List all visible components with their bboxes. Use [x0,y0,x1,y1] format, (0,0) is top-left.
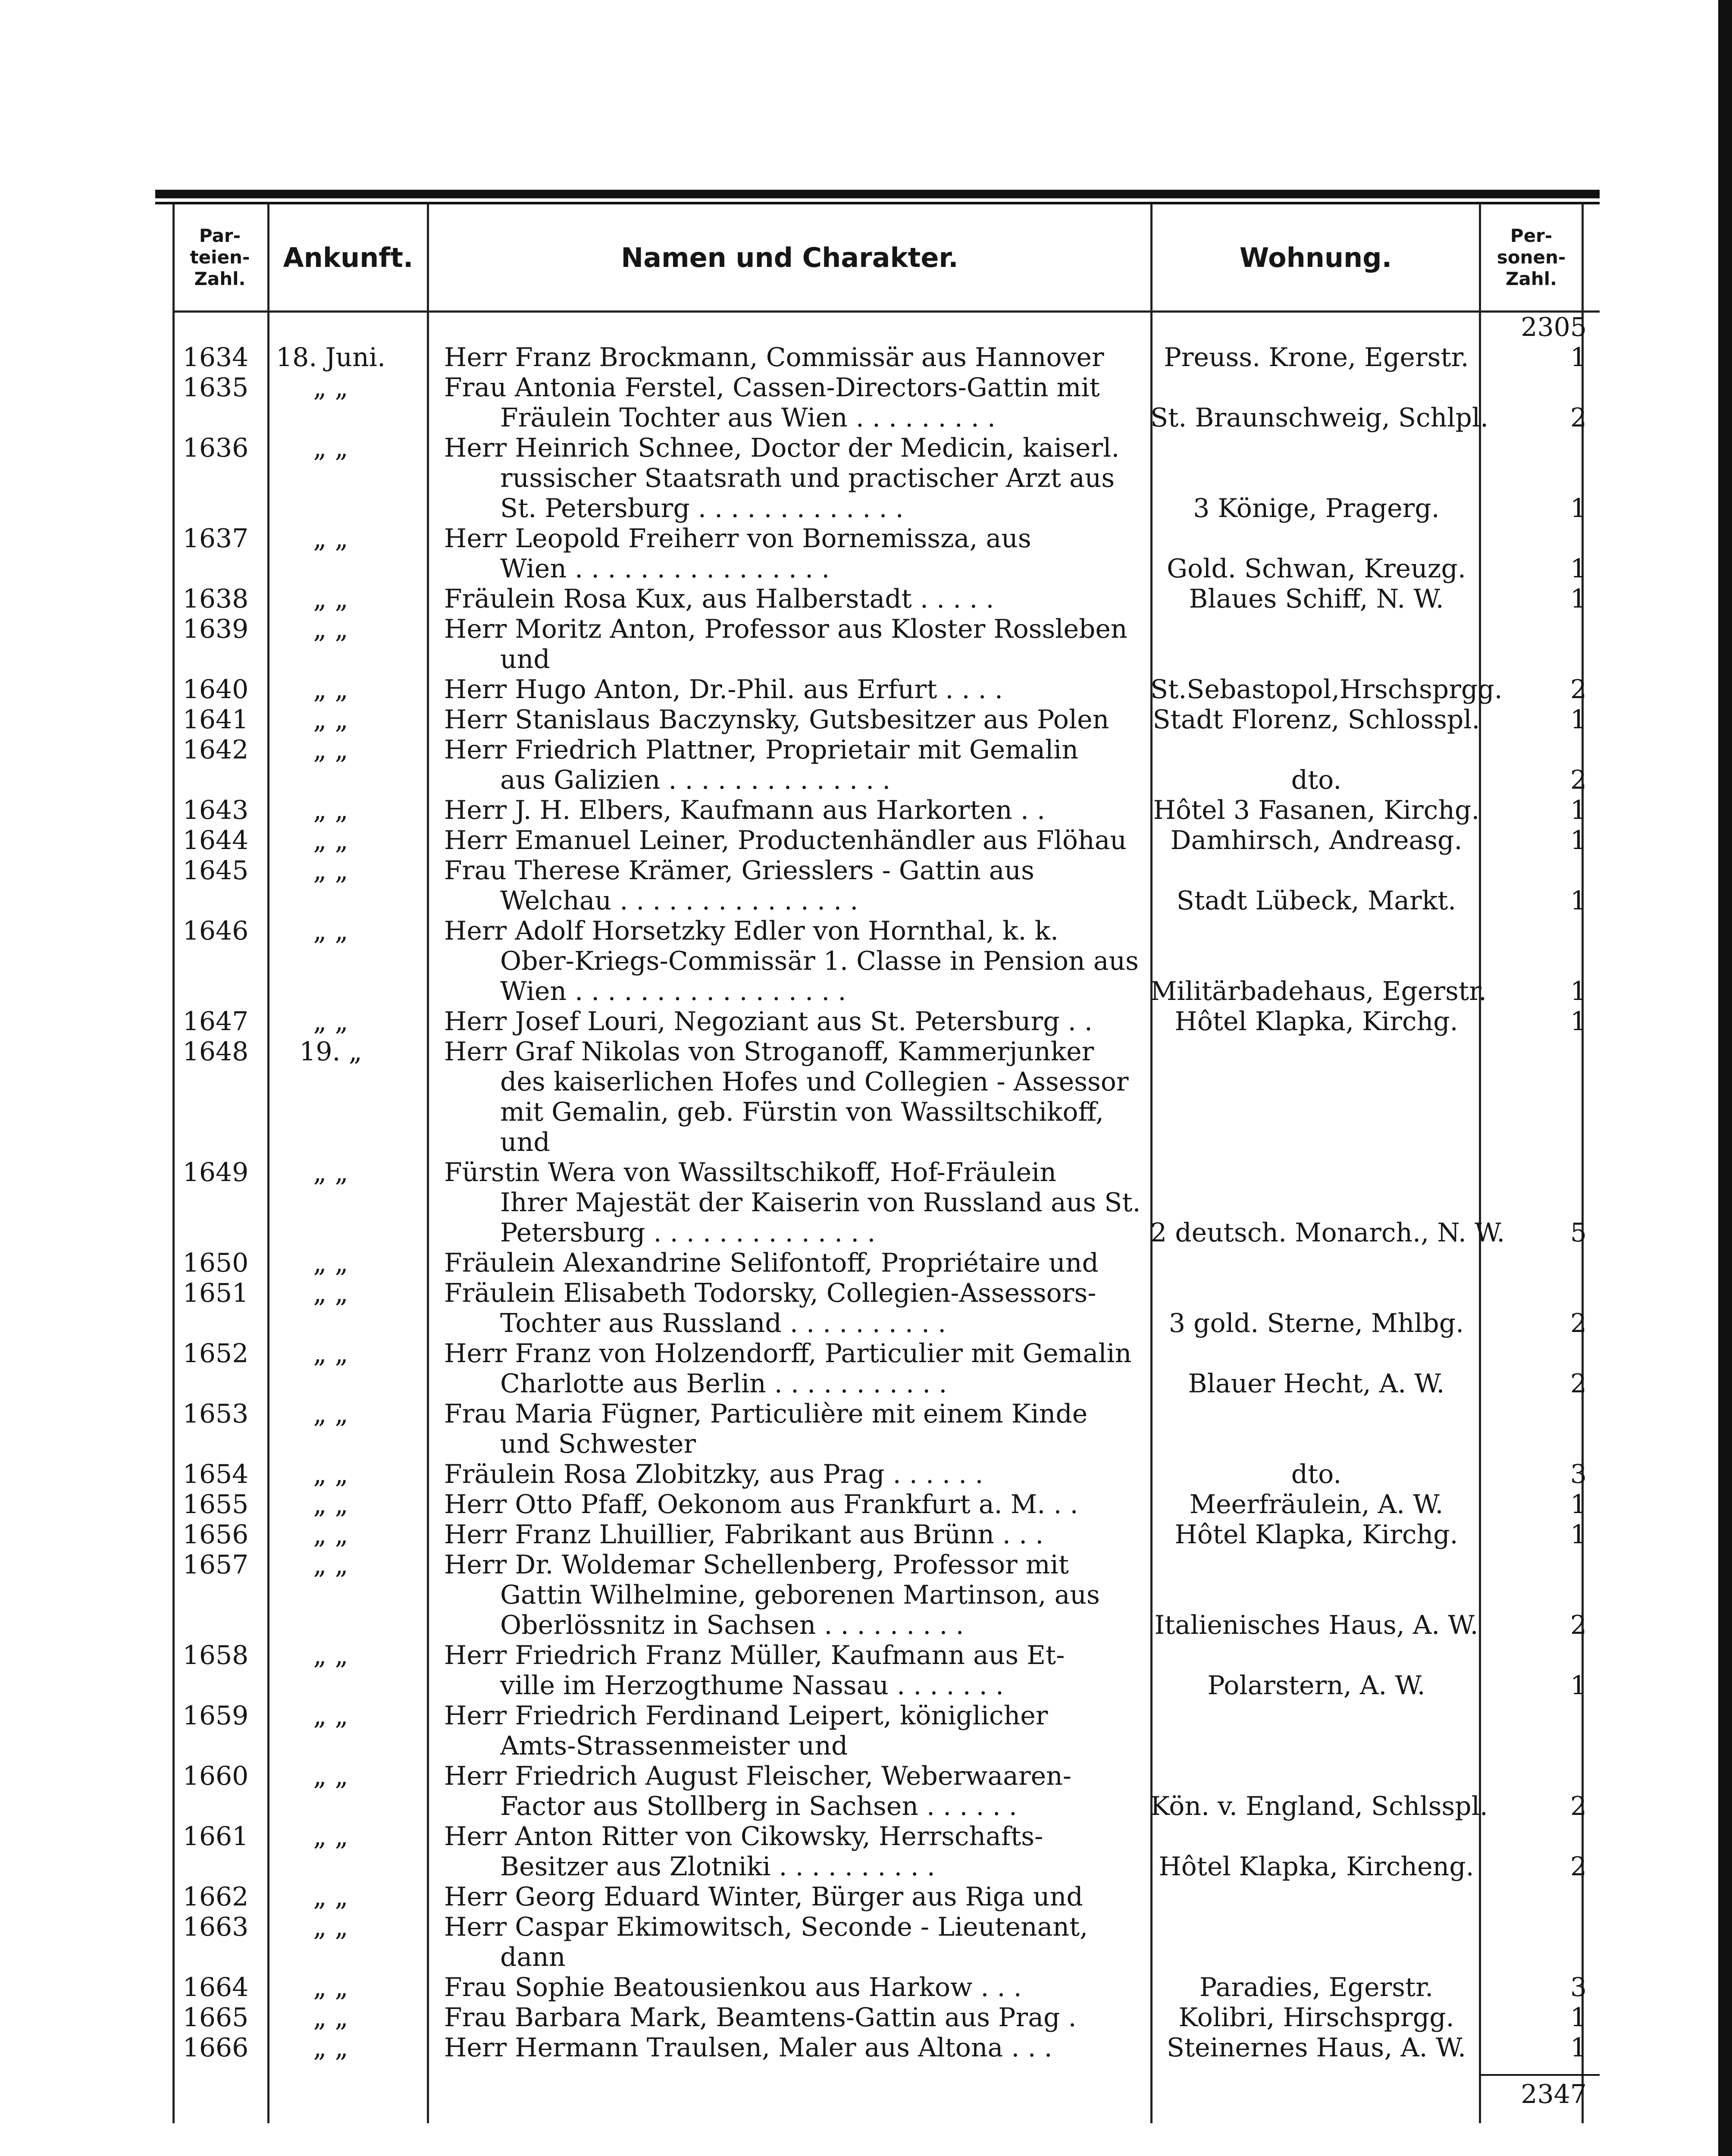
table-row [147,554,1600,584]
residence: Meerfräulein, A. W. [1189,1489,1444,1520]
party-number: 1652 [182,1338,249,1369]
guest-name: Herr Leopold Freiherr von Bornemissza, aus [444,523,1031,554]
party-number: 1636 [182,433,249,463]
arrival-date: „ „ [313,674,348,705]
residence: Damhirsch, Andreasg. [1170,825,1463,856]
person-count: 1 [1570,554,1587,584]
guest-name: aus Galizien . . . . . . . . . . . . . . [500,765,891,795]
arrival-date: „ „ [313,373,348,403]
party-number: 1650 [182,1248,249,1278]
party-number: 1664 [182,1972,249,2002]
residence: dto. [1291,1459,1342,1489]
guest-name: Herr Friedrich Franz Müller, Kaufmann aus Et- [444,1640,1065,1670]
arrival-date: „ „ [313,1640,348,1670]
guest-name: russischer Staatsrath und practischer Arzt aus [500,463,1115,493]
table-row [147,1399,1600,1429]
guest-name: Herr Hermann Traulsen, Maler aus Altona . . . [444,2033,1052,2063]
arrival-date: „ „ [313,1006,348,1037]
table-row [147,2033,1600,2063]
party-number: 1646 [182,916,249,946]
table-row [147,1308,1600,1338]
table-row [147,342,1600,373]
residence: Gold. Schwan, Kreuzg. [1167,554,1466,584]
guest-name: Fräulein Elisabeth Todorsky, Collegien-Assessors- [444,1278,1096,1308]
party-number: 1656 [182,1520,249,1550]
person-count: 2 [1570,1791,1587,1821]
table-row [147,463,1600,493]
arrival-date: 19. „ [299,1037,362,1067]
table-row [147,886,1600,916]
arrival-date: „ „ [313,1157,348,1188]
party-number: 1666 [182,2033,249,2063]
header-name: Namen und Charakter. [621,241,958,273]
guest-name: Fräulein Alexandrine Selifontoff, Propriétaire und [444,1248,1099,1278]
residence: Kolibri, Hirschsprgg. [1178,2002,1454,2033]
guest-name: Amts-Strassenmeister und [500,1731,848,1761]
party-number: 1637 [182,523,249,554]
table-row [147,916,1600,946]
arrival-date: „ „ [313,1701,348,1731]
residence: Stadt Lübeck, Markt. [1176,886,1456,916]
arrival-date: „ „ [313,584,348,614]
table-row [147,1338,1600,1369]
table-row [147,1067,1600,1097]
arrival-date: „ „ [313,1882,348,1912]
table-row [147,856,1600,886]
scan-edge [1718,0,1732,2156]
person-count: 2 [1570,674,1587,705]
arrival-date: 18. Juni. [276,342,386,373]
header-person-count: Per- sonen- Zahl. [1497,225,1566,289]
arrival-date: „ „ [313,1520,348,1550]
guest-name: Wien . . . . . . . . . . . . . . . . [500,554,830,584]
arrival-date: „ „ [313,1248,348,1278]
guest-name: Herr Josef Louri, Negoziant aus St. Petersburg . . [444,1006,1093,1037]
arrival-date: „ „ [313,916,348,946]
person-count: 2 [1570,765,1587,795]
guest-name: Herr Franz Brockmann, Commissär aus Hannover [444,342,1104,373]
guest-name: Herr Graf Nikolas von Stroganoff, Kammerjunker [444,1037,1094,1067]
table-row [147,674,1600,705]
table-row [147,1037,1600,1067]
residence: 3 Könige, Pragerg. [1193,493,1440,523]
person-count: 2 [1570,1852,1587,1882]
party-number: 1658 [182,1640,249,1670]
guest-name: des kaiserlichen Hofes und Collegien - Assessor [500,1067,1129,1097]
guest-name: Herr Adolf Horsetzky Edler von Hornthal, k. k. [444,916,1059,946]
arrival-date: „ „ [313,1399,348,1429]
person-count: 2 [1570,1610,1587,1640]
table-row [147,1218,1600,1248]
guest-name: Oberlössnitz in Sachsen . . . . . . . . . [500,1610,964,1640]
residence: Stadt Florenz, Schlosspl. [1153,705,1480,735]
arrival-date: „ „ [313,433,348,463]
guest-name: Fräulein Tochter aus Wien . . . . . . . . . [500,403,996,433]
guest-name: Factor aus Stollberg in Sachsen . . . . . . [500,1791,1017,1821]
table-row [147,1610,1600,1640]
arrival-date: „ „ [313,1912,348,1942]
guest-name: und [500,644,550,674]
guest-name: Herr Friedrich Plattner, Proprietair mit Gemalin [444,735,1078,765]
party-number: 1659 [182,1701,249,1731]
table-row [147,403,1600,433]
residence: Hôtel Klapka, Kirchg. [1175,1520,1458,1550]
header-rule [172,310,1600,313]
person-count: 1 [1570,584,1587,614]
arrival-date: „ „ [313,1338,348,1369]
arrival-date: „ „ [313,1821,348,1852]
person-count: 1 [1570,825,1587,856]
table-row [147,1882,1600,1912]
guest-name: Gattin Wilhelmine, geborenen Martinson, aus [500,1580,1100,1610]
table-row [147,1429,1600,1459]
table-row [147,523,1600,554]
table-row [147,433,1600,463]
guest-name: Herr Heinrich Schnee, Doctor der Medicin, kaiserl. [444,433,1120,463]
table-row [147,2002,1600,2033]
guest-name: Herr Caspar Ekimowitsch, Seconde - Lieutenant, [444,1912,1088,1942]
arrival-date: „ „ [313,856,348,886]
table-row [147,946,1600,976]
guest-name: Fürstin Wera von Wassiltschikoff, Hof-Fräulein [444,1157,1056,1188]
residence: St.Sebastopol,Hrschsprgg. [1150,674,1503,705]
table-row [147,825,1600,856]
person-count: 1 [1570,1520,1587,1550]
guest-name: Frau Antonia Ferstel, Cassen-Directors-Gattin mit [444,373,1100,403]
header-residence: Wohnung. [1239,241,1392,273]
table-row [147,1972,1600,2002]
guest-name: Frau Barbara Mark, Beamtens-Gattin aus Prag . [444,2002,1077,2033]
residence: Italienisches Haus, A. W. [1154,1610,1478,1640]
table-row [147,705,1600,735]
person-count: 1 [1570,1489,1587,1520]
residence: Paradies, Egerstr. [1199,1972,1434,2002]
guest-name: Petersburg . . . . . . . . . . . . . . [500,1218,876,1248]
party-number: 1644 [182,825,249,856]
arrival-date: „ „ [313,1278,348,1308]
party-number: 1641 [182,705,249,735]
table-row [147,1670,1600,1701]
residence: Hôtel Klapka, Kircheng. [1159,1852,1474,1882]
person-count: 1 [1570,795,1587,825]
arrival-date: „ „ [313,735,348,765]
party-number: 1647 [182,1006,249,1037]
party-number: 1638 [182,584,249,614]
residence: St. Braunschweig, Schlpl. [1150,403,1489,433]
residence: 3 gold. Sterne, Mhlbg. [1168,1308,1464,1338]
guest-name: Tochter aus Russland . . . . . . . . . . [500,1308,946,1338]
party-number: 1651 [182,1278,249,1308]
guest-name: dann [500,1942,566,1972]
guest-name: Herr Otto Pfaff, Oekonom aus Frankfurt a. M. . . [444,1489,1078,1520]
guest-name: Besitzer aus Zlotniki . . . . . . . . . . [500,1852,935,1882]
guest-name: Herr Franz Lhuillier, Fabrikant aus Brünn . . . [444,1520,1044,1550]
arrival-date: „ „ [313,1550,348,1580]
residence: Blauer Hecht, A. W. [1188,1369,1445,1399]
arrival-date: „ „ [313,1761,348,1791]
table-row [147,1640,1600,1670]
table-row [147,735,1600,765]
residence: Preuss. Krone, Egerstr. [1164,342,1469,373]
person-count: 1 [1570,886,1587,916]
table-row [147,1278,1600,1308]
guest-name: Herr Friedrich August Fleischer, Weberwaaren- [444,1761,1072,1791]
arrival-date: „ „ [313,1459,348,1489]
guest-name: Charlotte aus Berlin . . . . . . . . . . . [500,1369,947,1399]
table-row [147,1942,1600,1972]
guest-name: ville im Herzogthume Nassau . . . . . . . [500,1670,1004,1701]
person-count: 2 [1570,1308,1587,1338]
party-number: 1654 [182,1459,249,1489]
arrival-date: „ „ [313,2002,348,2033]
party-number: 1649 [182,1157,249,1188]
residence: Hôtel 3 Fasanen, Kirchg. [1153,795,1480,825]
guest-name: Fräulein Rosa Zlobitzky, aus Prag . . . . . . [444,1459,983,1489]
residence: Hôtel Klapka, Kirchg. [1175,1006,1458,1037]
table-row [147,1852,1600,1882]
party-number: 1662 [182,1882,249,1912]
table-row [147,1248,1600,1278]
arrival-date: „ „ [313,614,348,644]
party-number: 1639 [182,614,249,644]
party-number: 1634 [182,342,249,373]
person-count: 1 [1570,705,1587,735]
guest-name: und [500,1127,550,1157]
arrival-date: „ „ [313,523,348,554]
person-count: 1 [1570,976,1587,1006]
person-count: 3 [1570,1972,1587,2002]
arrival-date: „ „ [313,705,348,735]
arrival-date: „ „ [313,1489,348,1520]
table-row [147,1580,1600,1610]
party-number: 1663 [182,1912,249,1942]
guest-name: Herr Dr. Woldemar Schellenberg, Professor mit [444,1550,1069,1580]
table-row [147,1097,1600,1127]
table-row [147,1459,1600,1489]
guest-name: und Schwester [500,1429,696,1459]
register-page [147,181,1595,2156]
person-count: 2 [1570,1369,1587,1399]
arrival-date: „ „ [313,1972,348,2002]
person-count: 3 [1570,1459,1587,1489]
table-row [147,373,1600,403]
person-count: 1 [1570,1670,1587,1701]
party-number: 1660 [182,1761,249,1791]
guest-name: Herr Moritz Anton, Professor aus Kloster Rossleben [444,614,1128,644]
guest-name: Herr Anton Ritter von Cikowsky, Herrschafts- [444,1821,1043,1852]
guest-name: mit Gemalin, geb. Fürstin von Wassiltschikoff, [500,1097,1104,1127]
party-number: 1642 [182,735,249,765]
party-number: 1640 [182,674,249,705]
party-number: 1643 [182,795,249,825]
residence: Polarstern, A. W. [1207,1670,1425,1701]
residence: Militärbadehaus, Egerstr. [1150,976,1487,1006]
arrival-date: „ „ [313,795,348,825]
party-number: 1661 [182,1821,249,1852]
table-row [147,976,1600,1006]
table-row [147,1369,1600,1399]
residence: dto. [1291,765,1342,795]
person-count: 1 [1570,2033,1587,2063]
table-row [147,1731,1600,1761]
party-number: 1648 [182,1037,249,1067]
guest-name: Wien . . . . . . . . . . . . . . . . . [500,976,846,1006]
table-row [147,1489,1600,1520]
guest-name: Ober-Kriegs-Commissär 1. Classe in Pension aus [500,946,1139,976]
register-rows [147,342,1600,2063]
header-party-number: Par- teien- Zahl. [190,225,250,289]
party-number: 1655 [182,1489,249,1520]
residence: Kön. v. England, Schlsspl. [1150,1791,1488,1821]
table-row [147,614,1600,644]
party-number: 1653 [182,1399,249,1429]
party-number: 1657 [182,1550,249,1580]
guest-name: Herr Hugo Anton, Dr.-Phil. aus Erfurt . . . . [444,674,1003,705]
party-number: 1635 [182,373,249,403]
guest-name: Fräulein Rosa Kux, aus Halberstadt . . . . . [444,584,994,614]
guest-name: Herr Friedrich Ferdinand Leipert, königlicher [444,1701,1048,1731]
top-rule [155,190,1600,198]
guest-name: Herr Stanislaus Baczynsky, Gutsbesitzer aus Polen [444,705,1109,735]
residence: Steinernes Haus, A. W. [1166,2033,1466,2063]
table-row [147,1761,1600,1791]
person-count: 5 [1570,1218,1587,1248]
table-row [147,1520,1600,1550]
guest-name: Herr J. H. Elbers, Kaufmann aus Harkorten . . [444,795,1046,825]
table-row [147,1127,1600,1157]
guest-name: Welchau . . . . . . . . . . . . . . . [500,886,858,916]
table-row [147,1006,1600,1037]
arrival-date: „ „ [313,825,348,856]
table-row [147,493,1600,523]
person-count: 1 [1570,342,1587,373]
page-total: 2347 [1479,2074,1600,2109]
guest-name: Ihrer Majestät der Kaiserin von Russland aus St. [500,1188,1141,1218]
residence: 2 deutsch. Monarch., N. W. [1150,1218,1505,1248]
residence: Blaues Schiff, N. W. [1189,584,1444,614]
guest-name: Frau Therese Krämer, Griesslers - Gattin aus [444,856,1034,886]
party-number: 1645 [182,856,249,886]
carry-over-total: 2305 [1521,312,1587,342]
table-row [147,1550,1600,1580]
guest-name: Frau Sophie Beatousienkou aus Harkow . . . [444,1972,1022,2002]
guest-name: Herr Franz von Holzendorff, Particulier mit Gemalin [444,1338,1132,1369]
table-row [147,584,1600,614]
party-number: 1665 [182,2002,249,2033]
person-count: 1 [1570,1006,1587,1037]
header-arrival: Ankunft. [283,241,413,273]
table-row [147,1701,1600,1731]
table-row [147,795,1600,825]
guest-name: Frau Maria Fügner, Particulière mit einem Kinde [444,1399,1088,1429]
table-row [147,1157,1600,1188]
guest-name: Herr Emanuel Leiner, Productenhändler aus Flöhau [444,825,1127,856]
table-row [147,1791,1600,1821]
table-row [147,765,1600,795]
table-row [147,1188,1600,1218]
table-row [147,1912,1600,1942]
arrival-date: „ „ [313,2033,348,2063]
person-count: 2 [1570,403,1587,433]
guest-name: St. Petersburg . . . . . . . . . . . . . [500,493,904,523]
person-count: 1 [1570,493,1587,523]
guest-name: Herr Georg Eduard Winter, Bürger aus Riga und [444,1882,1083,1912]
table-row [147,644,1600,674]
person-count: 1 [1570,2002,1587,2033]
table-row [147,1821,1600,1852]
